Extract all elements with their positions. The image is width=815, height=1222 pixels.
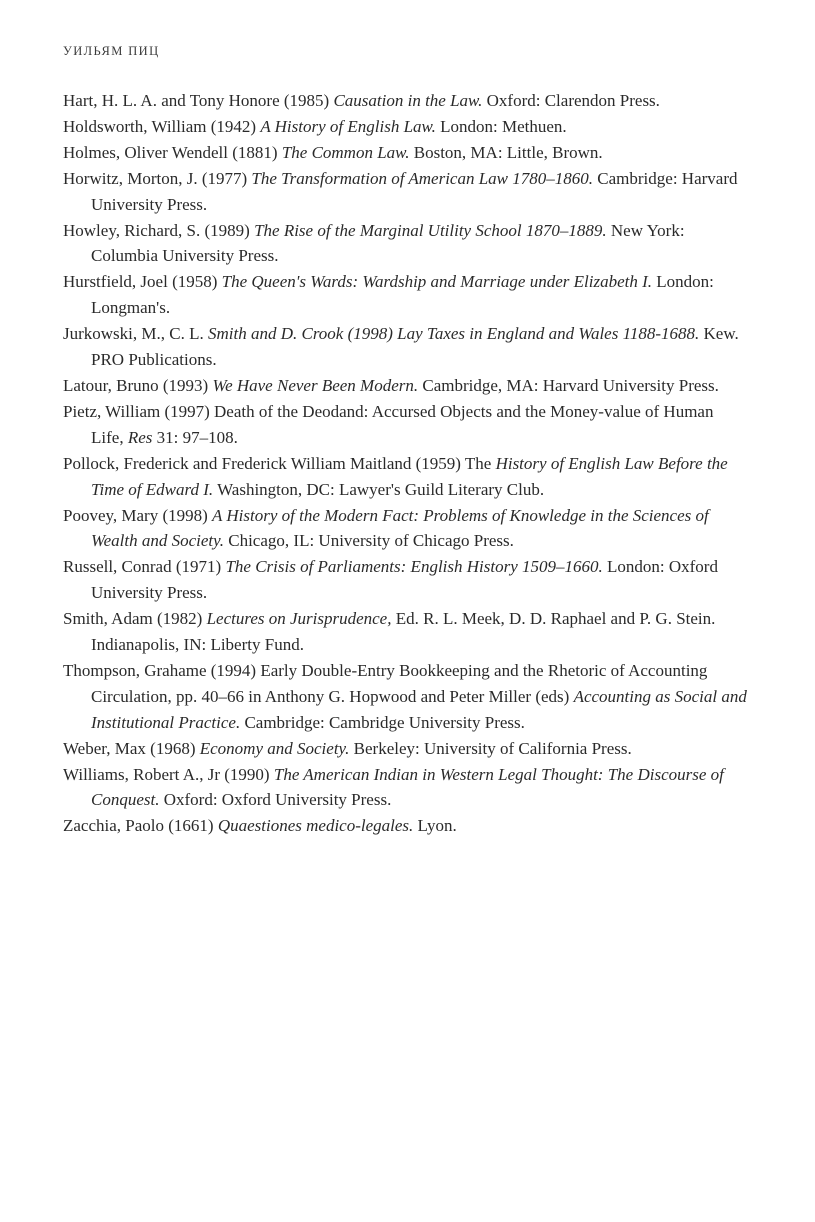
reference-title: The Queen's Wards: Wardship and Marriage under Elizabeth I. — [221, 272, 652, 292]
reference-entry — [63, 658, 749, 736]
reference-entry — [63, 269, 749, 321]
reference-title: Accounting as Social and Institutional Practice. — [91, 686, 747, 732]
reference-title: The Crisis of Parliaments: English History 1509–1660. — [225, 557, 603, 577]
reference-text: Williams, Robert A., Jr (1990) — [63, 764, 274, 784]
reference-publisher: London: Longman's. — [91, 272, 714, 318]
reference-text: Holmes, Oliver Wendell (1881) — [63, 142, 282, 162]
reference-text: Pietz, William (1997) Death of the Deodand: Accursed Objects and the Money-value of Human Life, — [63, 401, 714, 447]
reference-publisher: New York: Columbia University Press. — [91, 220, 685, 266]
reference-entry — [63, 451, 749, 503]
reference-publisher: Oxford: Oxford University Press. — [159, 790, 392, 810]
reference-entry — [63, 373, 749, 399]
reference-entry — [63, 321, 749, 373]
reference-text: Zacchia, Paolo (1661) — [63, 816, 218, 836]
reference-title: Smith and D. Crook (1998) Lay Taxes in England and Wales 1188-1688. — [207, 324, 700, 344]
running-head: УИЛЬЯМ ПИЦ — [63, 44, 160, 58]
reference-text: Hurstfield, Joel (1958) — [63, 272, 222, 292]
reference-title: A History of the Modern Fact: Problems of Knowledge in the Sciences of Wealth and Society. — [91, 505, 709, 551]
reference-publisher: Boston, MA: Little, Brown. — [409, 142, 603, 162]
reference-publisher: Kew. PRO Publications. — [91, 324, 739, 370]
reference-title: A History of English Law. — [260, 116, 436, 136]
reference-entry — [63, 166, 749, 218]
reference-list — [63, 88, 749, 839]
reference-entry — [63, 554, 749, 606]
reference-publisher: London: Oxford University Press. — [91, 557, 718, 603]
reference-entry — [63, 606, 749, 658]
reference-title: Causation in the Law. — [333, 91, 483, 110]
reference-entry — [63, 140, 749, 166]
reference-text: Pollock, Frederick and Frederick William Maitland (1959) The — [63, 453, 496, 473]
reference-entry — [63, 503, 749, 555]
reference-text: Jurkowski, M., C. L. — [63, 324, 208, 344]
reference-title: The Rise of the Marginal Utility School 1870–1889. — [254, 220, 607, 240]
reference-text: Hart, H. L. A. and Tony Honore (1985) — [63, 91, 334, 110]
reference-publisher: Chicago, IL: University of Chicago Press. — [224, 531, 514, 551]
reference-publisher: Ed. R. L. Meek, D. D. Raphael and P. G. Stein. Indianapolis, IN: Liberty Fund. — [91, 609, 716, 655]
reference-entry — [63, 736, 749, 762]
reference-text: Russell, Conrad (1971) — [63, 557, 226, 577]
reference-entry — [63, 813, 749, 839]
reference-entry — [63, 88, 749, 114]
reference-title: History of English Law Before the Time of Edward I. — [91, 453, 728, 499]
reference-entry — [63, 218, 749, 270]
reference-entry — [63, 399, 749, 451]
reference-text: Howley, Richard, S. (1989) — [63, 220, 255, 240]
reference-title: Quaestiones medico-legales. — [217, 816, 414, 836]
reference-publisher: Oxford: Clarendon Press. — [482, 91, 660, 110]
reference-title: Res — [127, 427, 153, 447]
reference-publisher: Washington, DC: Lawyer's Guild Literary Club. — [213, 479, 545, 499]
reference-text: Thompson, Grahame (1994) Early Double-Entry Bookkeeping and the Rhetoric of Accounting Circulation, pp. 40–66 in Anthony G. Hopwood and Peter Miller (eds) — [63, 660, 708, 706]
reference-publisher: Cambridge: Cambridge University Press. — [240, 712, 525, 732]
reference-publisher: Lyon. — [413, 816, 457, 836]
reference-title: Lectures on Jurisprudence, — [206, 609, 392, 629]
reference-text: Weber, Max (1968) — [63, 738, 200, 758]
reference-title: The Common Law. — [281, 142, 410, 162]
reference-publisher: Cambridge: Harvard University Press. — [91, 168, 738, 214]
reference-title: We Have Never Been Modern. — [212, 375, 419, 395]
reference-title: Economy and Society. — [199, 738, 350, 758]
reference-title: The American Indian in Western Legal Thought: The Discourse of Conquest. — [91, 764, 724, 810]
reference-text: Horwitz, Morton, J. (1977) — [63, 168, 252, 188]
reference-text: Poovey, Mary (1998) — [63, 505, 213, 525]
reference-title: The Transformation of American Law 1780–1860. — [251, 168, 594, 188]
reference-publisher: 31: 97–108. — [152, 427, 238, 447]
reference-text: Holdsworth, William (1942) — [63, 116, 261, 136]
reference-entry — [63, 762, 749, 814]
reference-entry — [63, 114, 749, 140]
reference-publisher: Cambridge, MA: Harvard University Press. — [418, 375, 719, 395]
reference-publisher: Berkeley: University of California Press. — [349, 738, 632, 758]
reference-text: Smith, Adam (1982) — [63, 609, 207, 629]
reference-text: Latour, Bruno (1993) — [63, 375, 213, 395]
reference-publisher: London: Methuen. — [435, 116, 567, 136]
